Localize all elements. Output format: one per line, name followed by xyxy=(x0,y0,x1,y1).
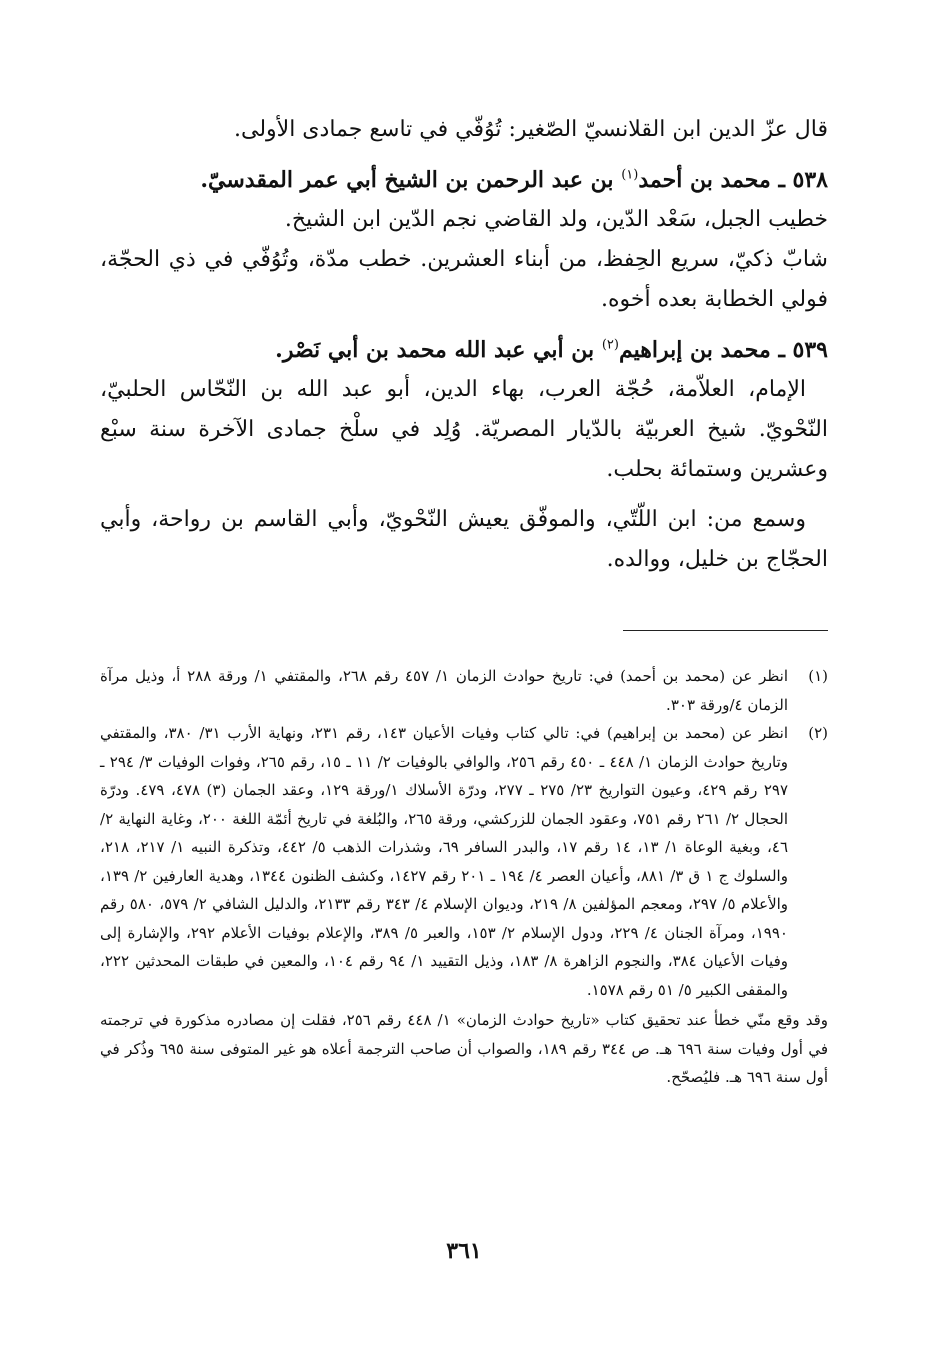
footnotes xyxy=(100,662,828,1092)
correction-note: وقد وقع منّي خطأ عند تحقيق كتاب «تاريخ حوادث الزمان» ١/ ٤٤٨ رقم ٢٥٦، فقلت إن مصادره مذكورة في ترجمته في أول وفيات سنة ٦٩٦ هـ. ص ٣٤٤ رقم ١٨٩، والصواب أن صاحب الترجمة أعلاه هو غير المتوفى سنة ٦٩٥ وذُكر في أول سنة ٦٩٦ هـ. فليُصحّح. xyxy=(100,1011,829,1086)
entry-538-lineage: بن عبد الرحمن بن الشيخ أبي عمر المقدسيّ. xyxy=(200,167,614,193)
footnote-1 xyxy=(100,662,828,719)
entry-538-name: محمد بن أحمد xyxy=(638,167,771,193)
paragraph-obituary-note: قال عزّ الدين ابن القلانسيّ الصّغير: تُوُفّي في تاسع جمادى الأولى. xyxy=(234,117,828,142)
entry-539-name: محمد بن إبراهيم xyxy=(618,337,771,363)
footnote-number: (٢) xyxy=(808,724,828,742)
footnote-ref-2[interactable]: (٢) xyxy=(601,337,619,353)
entry-539-lineage: بن أبي عبد الله محمد بن أبي نَصْر. xyxy=(275,337,595,363)
entry-538-number: ٥٣٨ ـ xyxy=(778,167,828,193)
footnote-text: انظر عن (محمد بن إبراهيم) في: تالي كتاب وفيات الأعيان ١٤٣، رقم ٢٣١، ونهاية الأرب ٣١/ ٣٨٠، والمقتفي وتاريخ حوادث الزمان ١/ ٤٤٨ ـ ٤٥٠ رقم ٢٥٦، والوافي بالوفيات ٢/ ١١ ـ ١٥، رقم ٢٦٥، وفوات الوفيات ٣/ ٢٩٤ ـ ٢٩٧ رقم ٤٢٩، وعيون التواريخ ٢٣/ ٢٧٥ ـ ٢٧٧، ودرّة الأسلاك ١/ورقة ١٢٩، وعقد الجمان (٣) ٤٧٨، ٤٧٩. ودرّة الحجال ٢/ ٢٦١ رقم ٧٥١، وعقود الجمان للزركشي، ورقة ٢٦٥، والبُلغة في تاريخ أئمّة اللغة ٢٠٠، وغاية النهاية ٢/ ٤٦، وبغية الوعاة ١/ ١٣، ١٤ رقم ١٧، والبدر السافر ٦٩، وشذرات الذهب ٥/ ٤٤٢، وتذكرة النبيه ١/ ٢١٧، ٢١٨، والسلوك ج ١ ق ٣/ ٨٨١، وأعيان العصر ٤/ ١٩٤ ـ ٢٠١ رقم ١٤٢٧، وكشف الظنون ١٣٤٤، وهدية العارفين ٢/ ١٣٩، والأعلام ٥/ ٢٩٧، ومعجم المؤلفين ٨/ ٢١٩، وديوان الإسلام ٤/ ٣٤٣ رقم ٢١٣٣، والدليل الشافي ٢/ ٥٧٩، ٥٨٠ رقم ١٩٩٠، ومرآة الجنان ٤/ ٢٢٩، ودول الإسلام ٢/ ١٥٣، والعبر ٥/ ٣٨٩، والإعلام بوفيات الأعلام ٢٩٢، والإشارة إلى وفيات الأعيان ٣٨٤، والنجوم الزاهرة ٨/ ١٨٣، وذيل التقييد ١/ ٩٤ رقم ١٠٤، والمعين في طبقات المحدثين ٢٢٢، والمقفى الكبير ٥/ ٥١ رقم ١٥٧٨. xyxy=(100,724,789,999)
entry-539-number: ٥٣٩ ـ xyxy=(778,337,828,363)
footnote-number: (١) xyxy=(808,667,828,685)
paragraph-entry-539-bio: الإمام، العلاّمة، حُجّة العرب، بهاء الدين، أبو عبد الله بن النّحّاس الحلبيّ، النّحْويّ. شيخ العربيّة بالدّيار المصريّة. وُلِد في سلْخ جمادى الآخرة سنة سبْع وعشرين وستمائة بحلب. xyxy=(100,377,828,482)
page-number: ٣٦١ xyxy=(446,1238,482,1264)
entry-538-heading xyxy=(100,160,828,200)
footnote-ref-1[interactable]: (١) xyxy=(621,167,639,183)
footnote-2 xyxy=(100,719,828,1004)
book-page xyxy=(100,110,829,1264)
paragraph-entry-539-teachers: وسمع من: ابن اللّتّي، والموفّق يعيش النّحْويّ، وأبي القاسم بن رواحة، وأبي الحجّاج بن خليل، ووالده. xyxy=(100,507,828,572)
entry-539-heading xyxy=(100,330,828,370)
footnote-separator xyxy=(623,630,828,631)
footnote-text: انظر عن (محمد بن أحمد) في: تاريخ حوادث الزمان ١/ ٤٥٧ رقم ٢٦٨، والمقتفي ١/ ورقة ٢٨٨ أ، وذيل مرآة الزمان ٤/ورقة ٣٠٣. xyxy=(100,667,788,714)
paragraph-entry-538-bio: شابّ ذكيّ، سريع الحِفظ، من أبناء العشرين. خطب مدّة، وتُوُفّي في ذي الحجّة، فولي الخطابة بعده أخوه. xyxy=(100,247,828,312)
paragraph-entry-538-title: خطيب الجبل، سَعْد الدّين، ولد القاضي نجم الدّين ابن الشيخ. xyxy=(284,207,828,232)
main-text xyxy=(100,110,828,580)
